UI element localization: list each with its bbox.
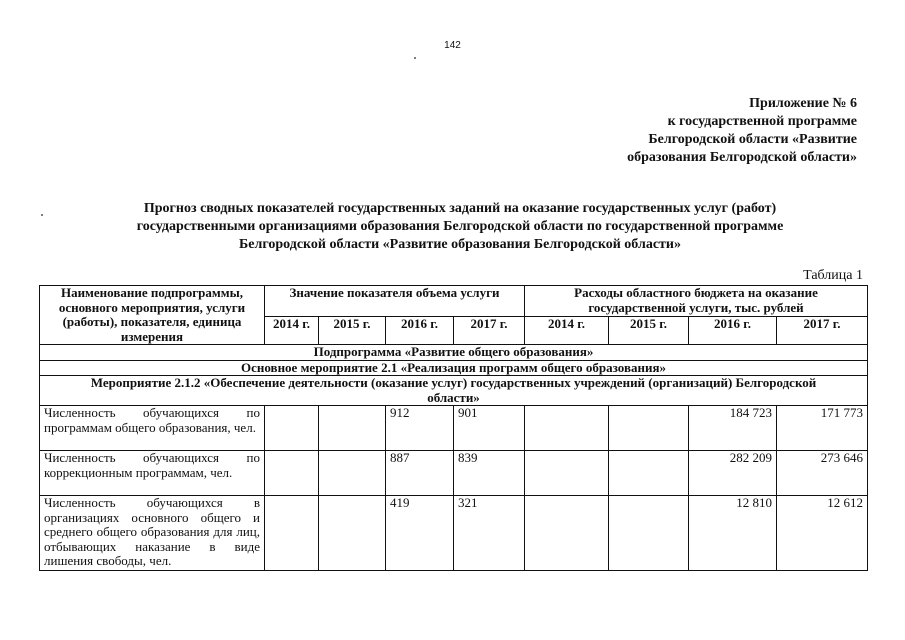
header-year: 2016 г. — [386, 317, 454, 345]
page-number: 142 — [444, 40, 461, 51]
budget-cell: 282 209 — [689, 451, 777, 496]
budget-cell: 171 773 — [777, 406, 868, 451]
section-row — [40, 345, 868, 361]
table-row — [40, 496, 868, 571]
header-volume-group: Значение показателя объема услуги — [265, 286, 525, 317]
header-row-groups — [40, 286, 868, 317]
scan-speck — [414, 57, 416, 59]
volume-cell: 321 — [454, 496, 525, 571]
appendix-line: Приложение № 6 — [749, 96, 857, 111]
volume-cell: 912 — [386, 406, 454, 451]
activity-title: Мероприятие 2.1.2 «Обеспечение деятельности (оказание услуг) государственных учреждений (организаций) Белгородской области» — [40, 376, 868, 406]
indicator-name: Численность обучающихся по коррекционным программам, чел. — [40, 451, 265, 496]
header-year: 2017 г. — [454, 317, 525, 345]
title-line: Белгородской области «Развитие образования Белгородской области» — [239, 237, 681, 252]
budget-cell — [525, 406, 609, 451]
volume-cell: 901 — [454, 406, 525, 451]
main-activity-title: Основное мероприятие 2.1 «Реализация программ общего образования» — [40, 360, 868, 376]
header-name-column: Наименование подпрограммы, основного мероприятия, услуги (работы), показателя, единица измерения — [40, 286, 265, 345]
budget-cell — [609, 451, 689, 496]
volume-cell — [319, 406, 386, 451]
volume-cell — [319, 496, 386, 571]
indicator-name: Численность обучающихся по программам общего образования, чел. — [40, 406, 265, 451]
budget-cell: 273 646 — [777, 451, 868, 496]
volume-cell: 839 — [454, 451, 525, 496]
section-row — [40, 360, 868, 376]
budget-cell — [525, 496, 609, 571]
budget-cell: 12 612 — [777, 496, 868, 571]
header-budget-group: Расходы областного бюджета на оказание государственной услуги, тыс. рублей — [525, 286, 868, 317]
volume-cell — [319, 451, 386, 496]
section-row — [40, 376, 868, 406]
subprogram-title: Подпрограмма «Развитие общего образования» — [40, 345, 868, 361]
title-line: Прогноз сводных показателей государственных заданий на оказание государственных услуг (работ) — [143, 201, 777, 216]
header-year: 2017 г. — [777, 317, 868, 345]
budget-cell — [609, 496, 689, 571]
volume-cell — [265, 406, 319, 451]
header-year: 2014 г. — [265, 317, 319, 345]
indicator-name: Численность обучающихся в организациях основного общего и среднего общего образования для лиц, отбывающих наказание в виде лишения свободы, чел. — [40, 496, 265, 571]
volume-cell: 419 — [386, 496, 454, 571]
appendix-line: Белгородской области «Развитие — [648, 132, 857, 147]
table-row — [40, 406, 868, 451]
volume-cell — [265, 496, 319, 571]
budget-cell: 184 723 — [689, 406, 777, 451]
budget-cell — [609, 406, 689, 451]
budget-cell: 12 810 — [689, 496, 777, 571]
header-year: 2016 г. — [689, 317, 777, 345]
header-year: 2015 г. — [319, 317, 386, 345]
table-row — [40, 451, 868, 496]
document-title — [40, 200, 880, 254]
title-line: государственными организациями образования Белгородской области по государственной программе — [136, 219, 784, 234]
header-year: 2014 г. — [525, 317, 609, 345]
appendix-line: к государственной программе — [667, 114, 857, 129]
header-year: 2015 г. — [609, 317, 689, 345]
budget-cell — [525, 451, 609, 496]
appendix-line: образования Белгородской области» — [627, 150, 857, 165]
scan-speck — [41, 214, 43, 216]
volume-cell: 887 — [386, 451, 454, 496]
table-label: Таблица 1 — [803, 268, 863, 283]
appendix-heading — [537, 95, 857, 167]
volume-cell — [265, 451, 319, 496]
forecast-table — [39, 285, 868, 571]
